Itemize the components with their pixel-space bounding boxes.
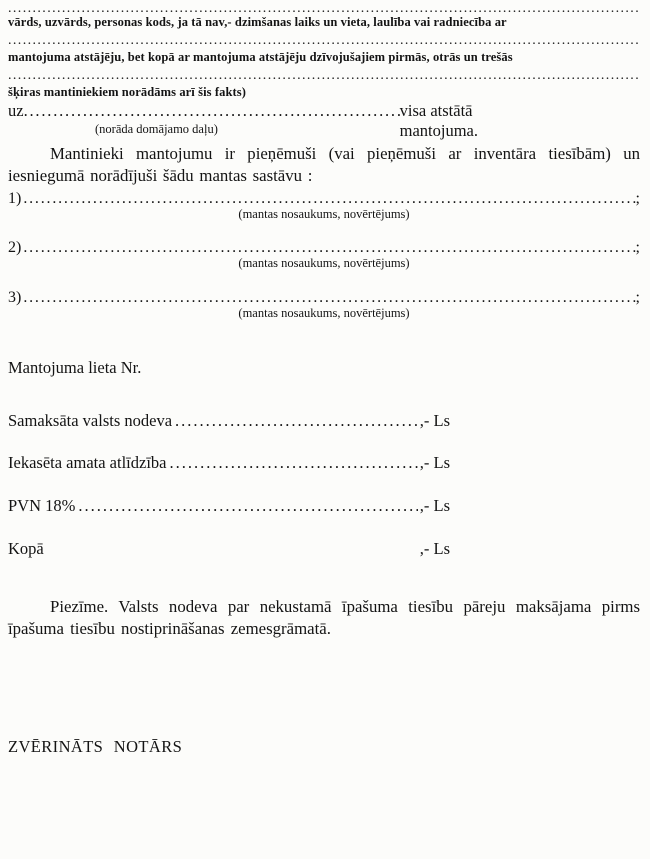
item-terminator: ; <box>635 289 640 306</box>
sworn-notary-label: ZVĒRINĀTS NOTĀRS <box>8 737 183 756</box>
share-caption: (norāda domājamo daļu) <box>95 122 218 136</box>
dot-leader <box>78 495 417 516</box>
item-terminator: ; <box>635 239 640 256</box>
dot-leader <box>8 34 640 47</box>
fee-label: Iekasēta amata atlīdzība <box>8 453 167 472</box>
share-suffix: visa atstātā mantojuma. <box>399 101 478 140</box>
item-terminator: ; <box>635 190 640 207</box>
fee-row-total <box>8 538 450 559</box>
dot-leader <box>24 101 400 121</box>
dot-leader <box>23 189 635 209</box>
dotted-fill-line <box>8 69 640 82</box>
dot-leader <box>175 410 418 431</box>
note-paragraph: Piezīme. Valsts nodeva par nekustamā īpašuma tiesību pāreju maksājama pirms īpašuma tiesību nostiprināšanas zemesgrāmatā. <box>8 597 640 638</box>
estate-item-line-1 <box>8 189 640 209</box>
form-caption-line-1: vārds, uzvārds, personas kods, ja tā nav,- dzimšanas laiks un vieta, laulība vai radniecība ar <box>8 15 507 29</box>
share-prefix: uz <box>8 101 24 120</box>
dotted-fill-line <box>8 34 640 47</box>
dot-leader <box>8 69 640 82</box>
item-caption-2: (mantas nosaukums, novērtējums) <box>238 256 410 270</box>
estate-item-line-3 <box>8 288 640 308</box>
fee-row-office-fee <box>8 452 450 473</box>
form-caption-line-3: šķiras mantiniekiem norādāms arī šis fakts) <box>8 85 246 99</box>
fee-row-state-duty <box>8 410 450 431</box>
item-number: 3) <box>8 289 22 306</box>
dot-leader <box>23 288 635 308</box>
item-caption-1: (mantas nosaukums, novērtējums) <box>238 207 410 221</box>
fee-currency: ,- Ls <box>419 411 450 430</box>
dot-leader <box>170 452 418 473</box>
dot-leader <box>23 238 635 258</box>
fee-row-vat <box>8 495 450 516</box>
estate-item-line-2 <box>8 238 640 258</box>
fee-label: Samaksāta valsts nodeva <box>8 411 173 430</box>
acceptance-paragraph: Mantinieki mantojumu ir pieņēmuši (vai pieņēmuši ar inventāra tiesībām) un iesniegumā norādījuši šādu mantas sastāvu : <box>8 144 640 185</box>
fee-currency: ,- Ls <box>419 496 450 515</box>
inheritance-share-line <box>8 101 478 141</box>
fee-currency: ,- Ls <box>419 453 450 472</box>
dot-leader <box>8 2 640 15</box>
case-number-label: Mantojuma lieta Nr. <box>8 358 142 377</box>
fee-currency: ,- Ls <box>419 539 450 558</box>
form-caption-line-2: mantojuma atstājēju, bet kopā ar mantojuma atstājēju dzīvojušajiem pirmās, otrās un trešās <box>8 50 513 64</box>
fee-label: Kopā <box>8 539 44 558</box>
item-number: 1) <box>8 190 22 207</box>
item-caption-3: (mantas nosaukums, novērtējums) <box>238 306 410 320</box>
item-number: 2) <box>8 239 22 256</box>
dotted-fill-line <box>8 2 640 15</box>
fee-label: PVN 18% <box>8 496 76 515</box>
